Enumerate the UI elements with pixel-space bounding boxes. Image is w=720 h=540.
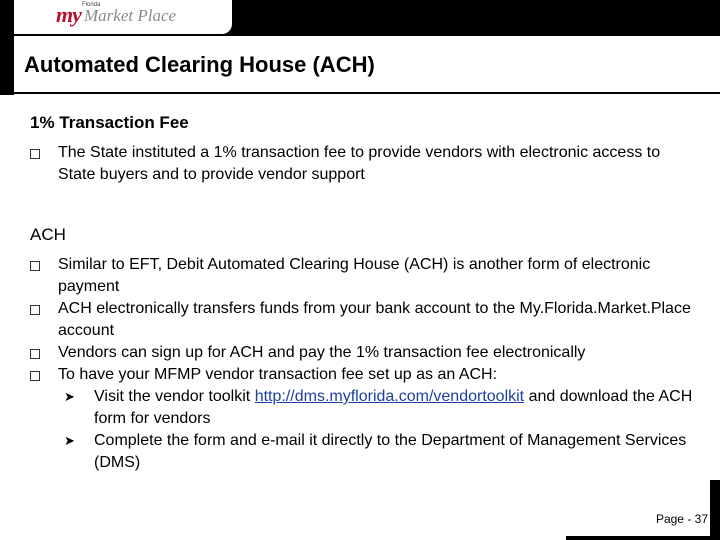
page-number: Page - 37 (655, 512, 708, 526)
sub-bullet-text: and download the ACH form for vendors (94, 388, 693, 427)
list-item (30, 298, 700, 342)
bullet-text: To have your MFMP vendor transaction fee set up as an ACH: (58, 366, 498, 383)
sub-list-item (30, 430, 700, 474)
sub-bullet-text: Complete the form and e-mail it directly to the Department of Management Services (DMS) (94, 432, 687, 471)
bullet-text: Similar to EFT, Debit Automated Clearing House (ACH) is another form of electronic payment (58, 256, 651, 295)
list-item (30, 254, 700, 298)
square-bullet-icon (30, 371, 40, 381)
list-item (30, 142, 700, 186)
arrow-bullet-icon: ➤ (64, 389, 75, 404)
logo (0, 0, 232, 34)
arrow-bullet-icon: ➤ (64, 433, 75, 448)
logo-florida-text: Florida (82, 2, 101, 8)
bullet-text: The State instituted a 1% transaction fee to provide vendors with electronic access to State buyers and to provide vendor support (58, 144, 661, 183)
list-item (30, 364, 700, 386)
footer-corner (710, 480, 720, 540)
sub-list-item (30, 386, 700, 430)
footer-rule (566, 536, 720, 540)
sub-bullet-text: Visit the vendor toolkit (94, 388, 255, 405)
section-heading-ach: ACH (30, 225, 66, 244)
section-heading-fee: 1% Transaction Fee (30, 113, 189, 132)
square-bullet-icon (30, 349, 40, 359)
square-bullet-icon (30, 261, 40, 271)
title-accent (0, 0, 14, 95)
vendor-toolkit-link[interactable]: http://dms.myflorida.com/vendortoolkit (254, 388, 525, 405)
slide-content (30, 112, 700, 474)
square-bullet-icon (30, 305, 40, 315)
logo-marketplace-text: Market Place (84, 6, 177, 25)
spacer (30, 186, 700, 224)
slide-title: Automated Clearing House (ACH) (24, 52, 375, 77)
square-bullet-icon (30, 149, 40, 159)
bullet-text: ACH electronically transfers funds from your bank account to the My.Florida.Market.Place account (58, 300, 691, 339)
logo-my-text: my (56, 2, 81, 27)
list-item (30, 342, 700, 364)
bullet-text: Vendors can sign up for ACH and pay the 1% transaction fee electronically (58, 344, 586, 361)
